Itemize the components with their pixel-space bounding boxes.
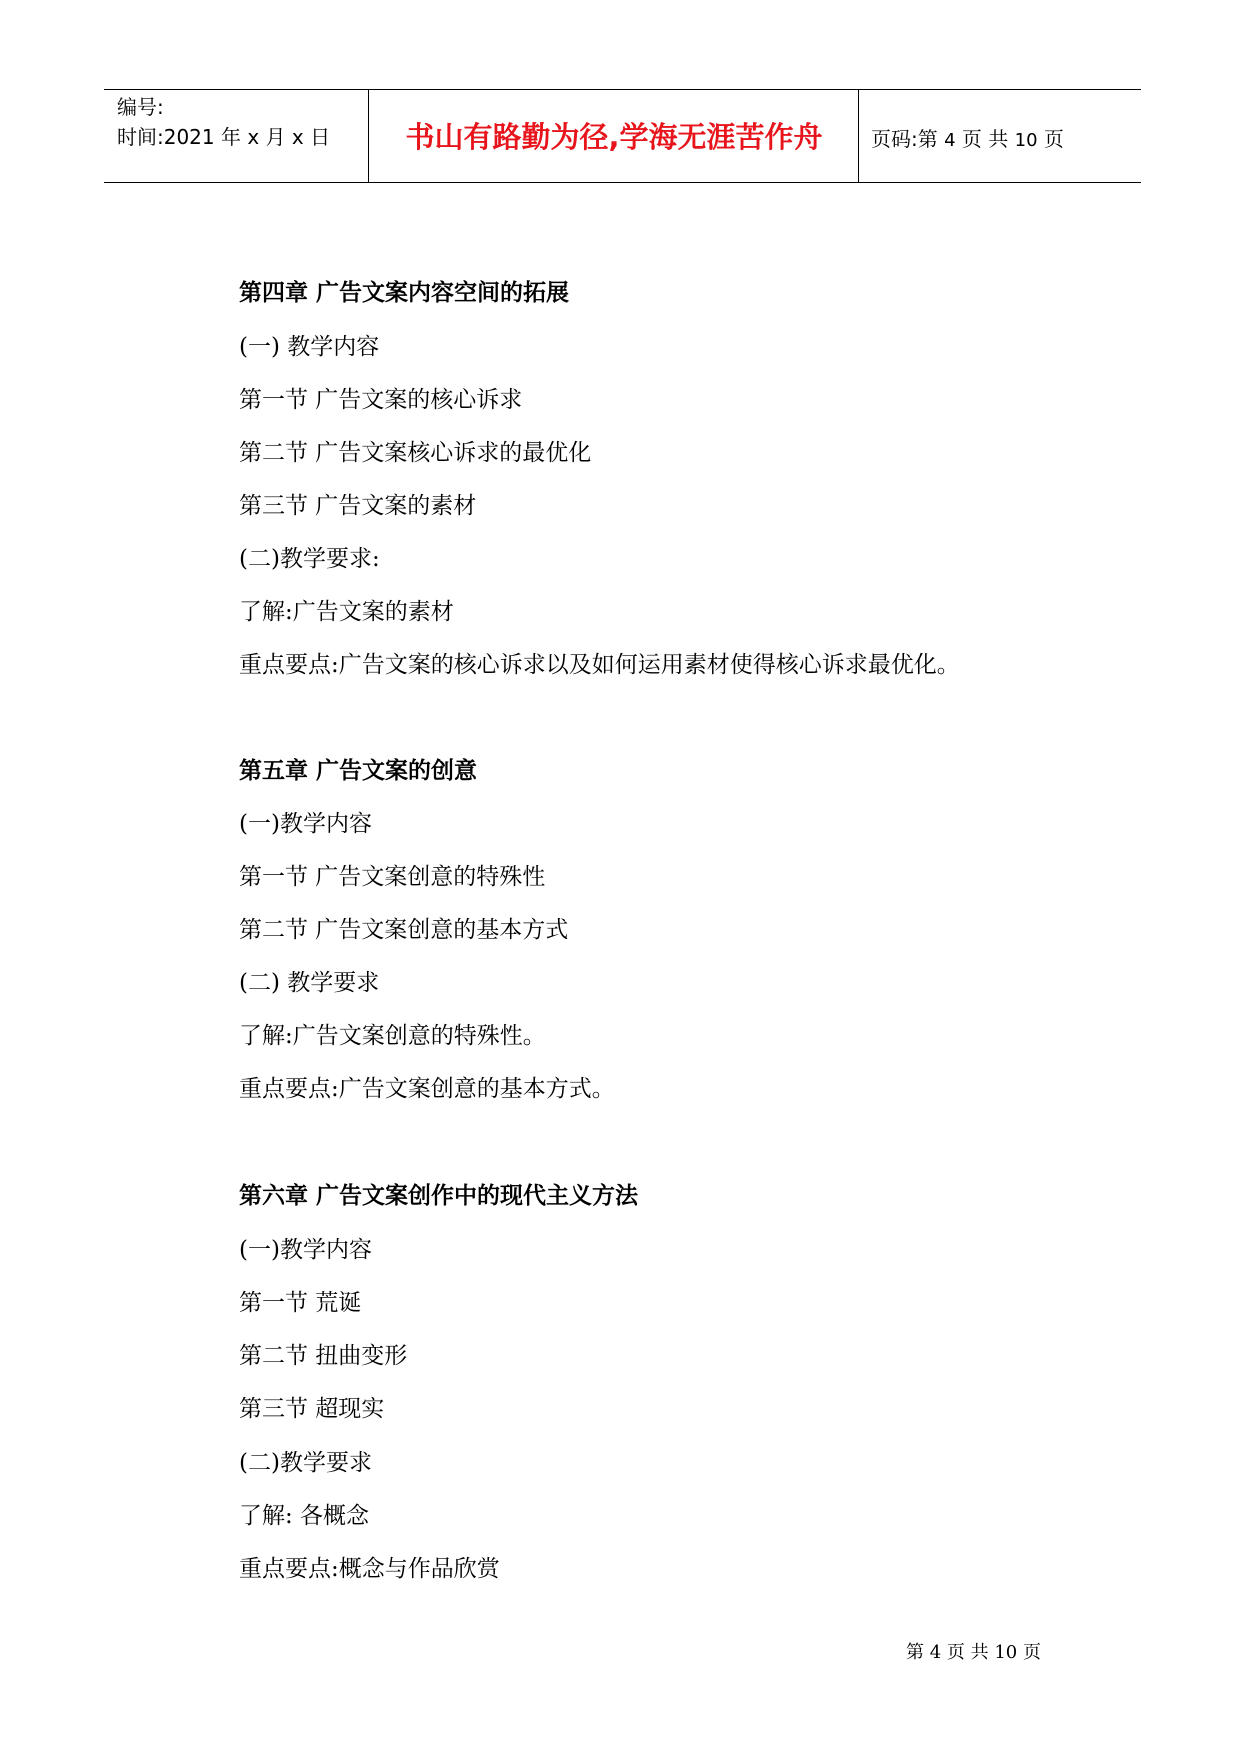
content-line: 重点要点:广告文案的核心诉求以及如何运用素材使得核心诉求最优化。 <box>239 652 960 678</box>
header-page-info <box>871 123 1064 152</box>
serial-label: 编号: <box>117 95 164 119</box>
content-line: 了解: 各概念 <box>239 1503 370 1529</box>
header-info <box>117 92 330 152</box>
header-divider-right <box>858 89 859 183</box>
page-mid: 页 共 <box>961 127 1009 151</box>
content-line: 了解:广告文案的素材 <box>239 599 454 625</box>
content-line: 第二节 广告文案核心诉求的最优化 <box>239 440 592 466</box>
header-divider-left <box>368 89 369 183</box>
chapter-title: 第五章 广告文案的创意 <box>239 758 478 784</box>
content-line: (二)教学要求: <box>239 546 380 572</box>
chapter-title: 第四章 广告文案内容空间的拓展 <box>239 280 570 306</box>
page-prefix: 页码:第 <box>871 127 938 151</box>
content-line: (二) 教学要求 <box>239 970 380 996</box>
content-line: 重点要点:概念与作品欣赏 <box>239 1556 500 1582</box>
content-line: 第二节 广告文案创意的基本方式 <box>239 917 569 943</box>
content-line: (二)教学要求 <box>239 1450 372 1476</box>
content-line: (一)教学内容 <box>239 1237 372 1263</box>
content-line: 第二节 扭曲变形 <box>239 1343 408 1369</box>
page-total: 10 <box>1014 130 1038 151</box>
header-top-rule <box>104 89 1141 90</box>
content-line: 了解:广告文案创意的特殊性。 <box>239 1023 546 1049</box>
content-line: 重点要点:广告文案创意的基本方式。 <box>239 1076 615 1102</box>
page-footer: 第 4 页 共 10 页 <box>906 1642 1041 1663</box>
content-line: (一)教学内容 <box>239 811 372 837</box>
content-line: 第一节 荒诞 <box>239 1290 362 1316</box>
header-bottom-rule <box>104 182 1141 183</box>
content-line: 第三节 超现实 <box>239 1396 385 1422</box>
chapter-title: 第六章 广告文案创作中的现代主义方法 <box>239 1183 639 1209</box>
content-line: 第一节 广告文案的核心诉求 <box>239 387 523 413</box>
content-line: 第三节 广告文案的素材 <box>239 493 477 519</box>
content-line: (一) 教学内容 <box>239 334 380 360</box>
content-line: 第一节 广告文案创意的特殊性 <box>239 864 546 890</box>
time-label: 时间:2021 年 x 月 x 日 <box>117 125 331 149</box>
page-suffix: 页 <box>1043 127 1064 151</box>
page-number: 4 <box>944 130 956 151</box>
header-motto: 书山有路勤为径,学海无涯苦作舟 <box>405 120 823 154</box>
